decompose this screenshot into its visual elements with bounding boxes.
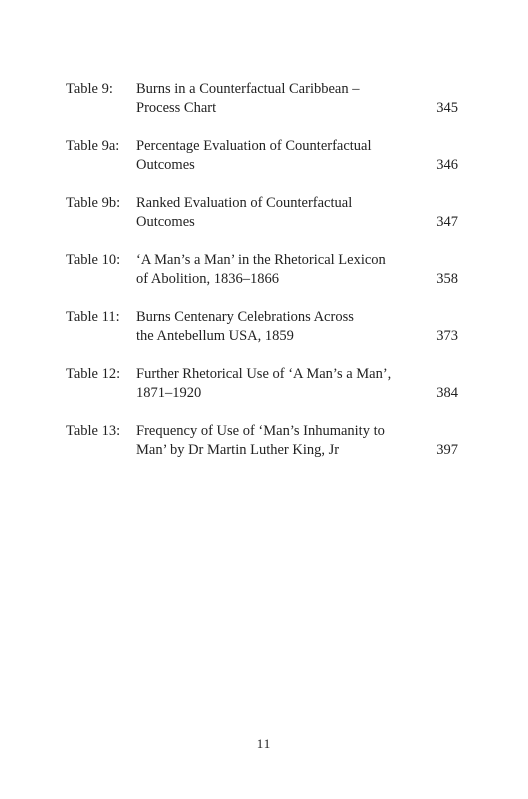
table-title bbox=[136, 251, 406, 289]
toc-entry-table-9b bbox=[66, 194, 460, 251]
page-number: 345 bbox=[436, 100, 458, 116]
table-label: Table 9b: bbox=[66, 195, 121, 211]
table-label: Table 9a: bbox=[66, 138, 120, 154]
table-title-line: Outcomes bbox=[136, 214, 195, 230]
table-title-line: Man’ by Dr Martin Luther King, Jr bbox=[136, 442, 340, 458]
table-label: Table 11: bbox=[66, 309, 120, 325]
list-of-tables bbox=[66, 80, 460, 479]
page-number: 384 bbox=[436, 385, 458, 401]
table-title-line: Burns Centenary Celebrations Across bbox=[136, 309, 354, 325]
table-title-line: of Abolition, 1836–1866 bbox=[136, 271, 279, 287]
table-label: Table 9: bbox=[66, 81, 113, 97]
page-number: 347 bbox=[436, 214, 458, 230]
table-title-line: 1871–1920 bbox=[136, 385, 202, 401]
table-title-line: Burns in a Counterfactual Caribbean – bbox=[136, 81, 360, 97]
table-label: Table 13: bbox=[66, 423, 121, 439]
table-title bbox=[136, 137, 406, 175]
toc-entry-table-11 bbox=[66, 308, 460, 365]
page-number: 373 bbox=[436, 328, 458, 344]
table-title-line: Process Chart bbox=[136, 100, 217, 116]
page-number: 397 bbox=[436, 442, 458, 458]
table-title-line: ‘A Man’s a Man’ in the Rhetorical Lexicon bbox=[136, 252, 386, 268]
table-title-line: Frequency of Use of ‘Man’s Inhumanity to bbox=[136, 423, 385, 439]
table-title-line: Percentage Evaluation of Counterfactual bbox=[136, 138, 372, 154]
toc-entry-table-12 bbox=[66, 365, 460, 422]
table-title bbox=[136, 308, 406, 346]
toc-entry-table-13 bbox=[66, 422, 460, 479]
toc-entry-table-9 bbox=[66, 80, 460, 137]
toc-entry-table-10 bbox=[66, 251, 460, 308]
folio-page-number: 11 bbox=[256, 736, 272, 751]
table-title-line: Further Rhetorical Use of ‘A Man’s a Man’, bbox=[136, 366, 392, 382]
page-number: 346 bbox=[436, 157, 458, 173]
table-title bbox=[136, 365, 406, 403]
table-title bbox=[136, 194, 406, 232]
table-title-line: Outcomes bbox=[136, 157, 195, 173]
table-title-line: Ranked Evaluation of Counterfactual bbox=[136, 195, 353, 211]
table-title bbox=[136, 422, 406, 460]
table-label: Table 10: bbox=[66, 252, 121, 268]
page-number: 358 bbox=[436, 271, 458, 287]
toc-entry-table-9a bbox=[66, 137, 460, 194]
table-title bbox=[136, 80, 406, 118]
table-title-line: the Antebellum USA, 1859 bbox=[136, 328, 294, 344]
table-label: Table 12: bbox=[66, 366, 121, 382]
